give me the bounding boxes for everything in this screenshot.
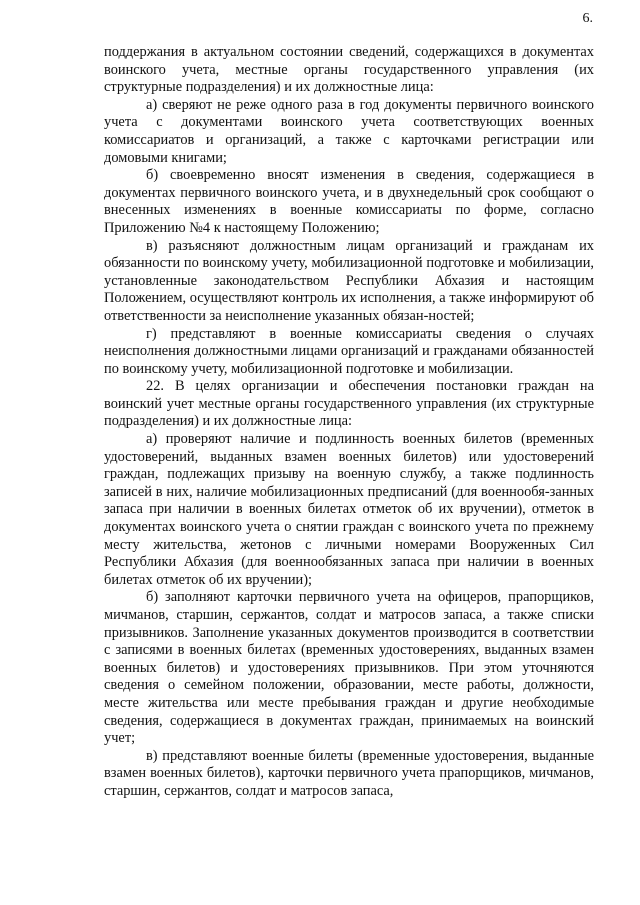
paragraph-22-item-a: а) проверяют наличие и подлинность военных билетов (временных удостоверений, выданных взамен военных билетов) или удостоверений граждан, подлежащих призыву на военную службу, а также подлинность записей в них, наличие мобилизационных предписаний (для военнообя-занных запаса при наличии в военных билетах отметок об их вручении), отметок в документах воинского учета о снятии граждан с воинского учета по прежнему месту жительства, жетонов с личными номерами Вооруженных Сил Республики Абхазия (для военнообязанных запаса при наличии в военных билетах отметок об их вручении);: [104, 431, 594, 588]
paragraph-section-22: 22. В целях организации и обеспечения постановки граждан на воинский учет местные органы государственного управления (их структурные подразделения) и их должностные лица:: [104, 378, 594, 430]
paragraph-22-item-b: б) заполняют карточки первичного учета на офицеров, прапорщиков, мичманов, старшин, сержантов, солдат и матросов запаса, а также списки призывников. Заполнение указанных документов производится в соответствии с записями в военных билетах (временных удостоверениях, выданных взамен военных билетов) и удостоверениях призывников. При этом уточняются сведения о семейном положении, образовании, месте работы, должности, месте жительства или месте пребывания граждан и другие необходимые сведения, содержащиеся в документах граждан, принимаемых на воинский учет;: [104, 589, 594, 747]
paragraph-item-a: а) сверяют не реже одного раза в год документы первичного воинского учета с документами воинского учета соответствующих военных комиссариатов и организаций, а также с карточками регистрации или домовыми книгами;: [104, 96, 594, 166]
paragraph-item-g: г) представляют в военные комиссариаты сведения о случаях неисполнения должностными лицами организаций и гражданами обязанностей по воинскому учету, мобилизационной подготовке и мобилизации.: [104, 325, 594, 377]
paragraph-item-b: б) своевременно вносят изменения в сведения, содержащиеся в документах первичного воинского учета, и в двухнедельный срок сообщают о внесенных изменениях в военные комиссариаты по форме, согласно Приложению №4 к настоящему Положению;: [104, 167, 594, 236]
paragraph-22-item-v: в) представляют военные билеты (временные удостоверения, выданные взамен военных билетов), карточки первичного учета прапорщиков, мичманов, старшин, сержантов, солдат и матросов запаса,: [104, 747, 594, 799]
paragraph-continuation: поддержания в актуальном состоянии сведений, содержащихся в документах воинского учета, местные органы государственного управления (их структурные подразделения) и их должностные лица:: [104, 44, 594, 96]
document-body: [104, 44, 594, 801]
page-number: 6.: [582, 11, 593, 26]
paragraph-item-v: в) разъясняют должностным лицам организаций и гражданам их обязанности по воинскому учету, мобилизационной подготовке и мобилизации, установленные законодательством Республики Абхазия и настоящим Положением, осуществляют контроль их исполнения, а также информируют об ответственности за неисполнение указанных обязан-ностей;: [104, 237, 594, 324]
